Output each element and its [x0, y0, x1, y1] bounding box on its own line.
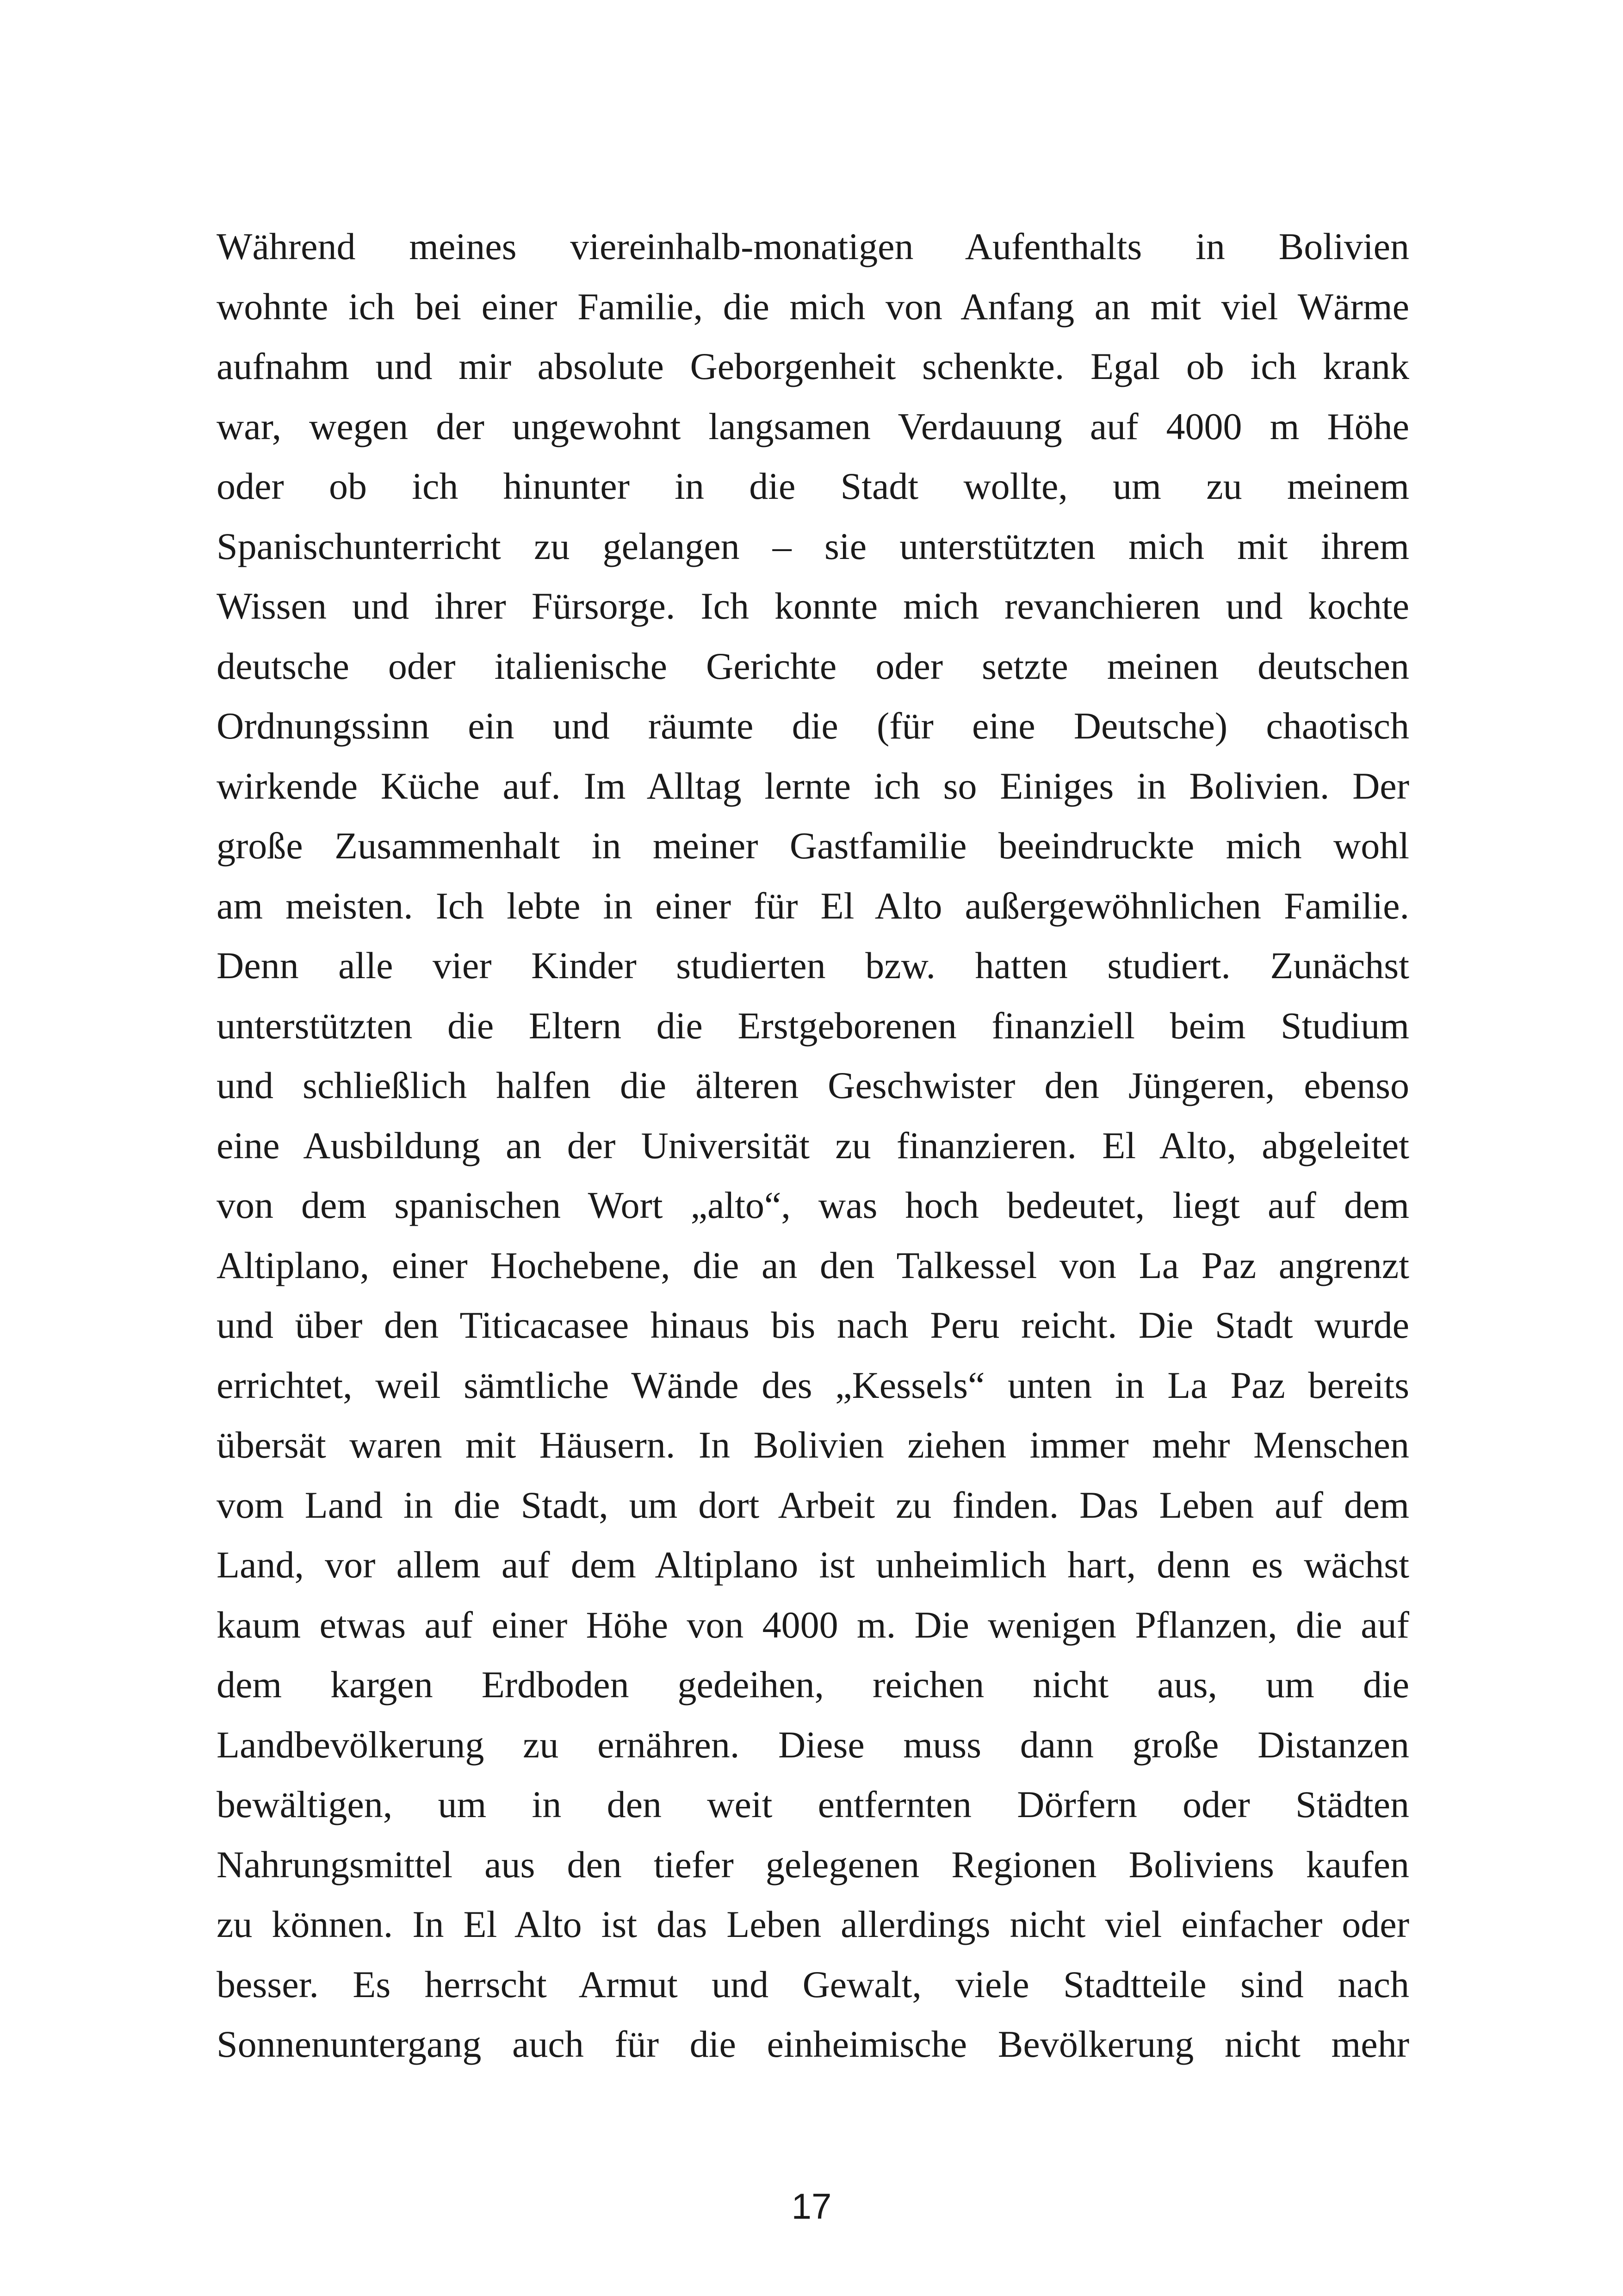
- text-line: wohnte ich bei einer Familie, die mich von Anfang an mit viel Wärme: [217, 285, 1409, 328]
- text-line: wirkende Küche auf. Im Alltag lernte ich so Einiges in Bolivien. Der: [217, 764, 1409, 807]
- text-line: war, wegen der ungewohnt langsamen Verdauung auf 4000 m Höhe: [217, 405, 1409, 447]
- text-line: große Zusammenhalt in meiner Gastfamilie beeindruckte mich wohl: [217, 825, 1409, 867]
- text-line: Wissen und ihrer Fürsorge. Ich konnte mich revanchieren und kochte: [217, 585, 1409, 627]
- text-line: oder ob ich hinunter in die Stadt wollte, um zu meinem: [217, 465, 1409, 507]
- text-line: Während meines viereinhalb-monatigen Aufenthalts in Bolivien: [217, 225, 1409, 267]
- text-line: Altiplano, einer Hochebene, die an den Talkessel von La Paz angrenzt: [217, 1244, 1409, 1286]
- text-line: Spanischunterricht zu gelangen – sie unterstützten mich mit ihrem: [217, 525, 1409, 567]
- body-paragraph: [217, 217, 1409, 2074]
- text-line: am meisten. Ich lebte in einer für El Alto außergewöhnlichen Familie.: [217, 884, 1409, 927]
- text-line: eine Ausbildung an der Universität zu finanzieren. El Alto, abgeleitet: [217, 1124, 1409, 1167]
- text-line: deutsche oder italienische Gerichte oder setzte meinen deutschen: [217, 645, 1409, 687]
- text-line: unterstützten die Eltern die Erstgeborenen finanziell beim Studium: [217, 1004, 1409, 1047]
- text-line: bewältigen, um in den weit entfernten Dörfern oder Städten: [217, 1783, 1409, 1825]
- text-line: kaum etwas auf einer Höhe von 4000 m. Die wenigen Pflanzen, die auf: [217, 1603, 1409, 1646]
- text-line: Denn alle vier Kinder studierten bzw. hatten studiert. Zunächst: [217, 944, 1409, 987]
- text-line: und schließlich halfen die älteren Geschwister den Jüngeren, ebenso: [217, 1064, 1409, 1106]
- text-line: aufnahm und mir absolute Geborgenheit schenkte. Egal ob ich krank: [217, 345, 1409, 387]
- text-line: errichtet, weil sämtliche Wände des „Kessels“ unten in La Paz bereits: [217, 1364, 1409, 1406]
- text-line: Nahrungsmittel aus den tiefer gelegenen Regionen Boliviens kaufen: [217, 1843, 1409, 1886]
- text-line: übersät waren mit Häusern. In Bolivien ziehen immer mehr Menschen: [217, 1424, 1409, 1466]
- text-line: Landbevölkerung zu ernähren. Diese muss dann große Distanzen: [217, 1723, 1409, 1766]
- page-number: 17: [791, 2186, 832, 2227]
- text-line: Land, vor allem auf dem Altiplano ist unheimlich hart, denn es wächst: [217, 1544, 1409, 1586]
- text-line: und über den Titicacasee hinaus bis nach Peru reicht. Die Stadt wurde: [217, 1304, 1409, 1346]
- text-line: Sonnenuntergang auch für die einheimische Bevölkerung nicht mehr: [217, 2023, 1409, 2065]
- text-line: vom Land in die Stadt, um dort Arbeit zu finden. Das Leben auf dem: [217, 1483, 1409, 1526]
- text-line: besser. Es herrscht Armut und Gewalt, viele Stadtteile sind nach: [217, 1963, 1409, 2005]
- text-line: dem kargen Erdboden gedeihen, reichen nicht aus, um die: [217, 1663, 1409, 1706]
- text-line: von dem spanischen Wort „alto“, was hoch bedeutet, liegt auf dem: [217, 1184, 1409, 1226]
- text-line: zu können. In El Alto ist das Leben allerdings nicht viel einfacher oder: [217, 1903, 1409, 1945]
- text-line: Ordnungssinn ein und räumte die (für eine Deutsche) chaotisch: [217, 705, 1409, 747]
